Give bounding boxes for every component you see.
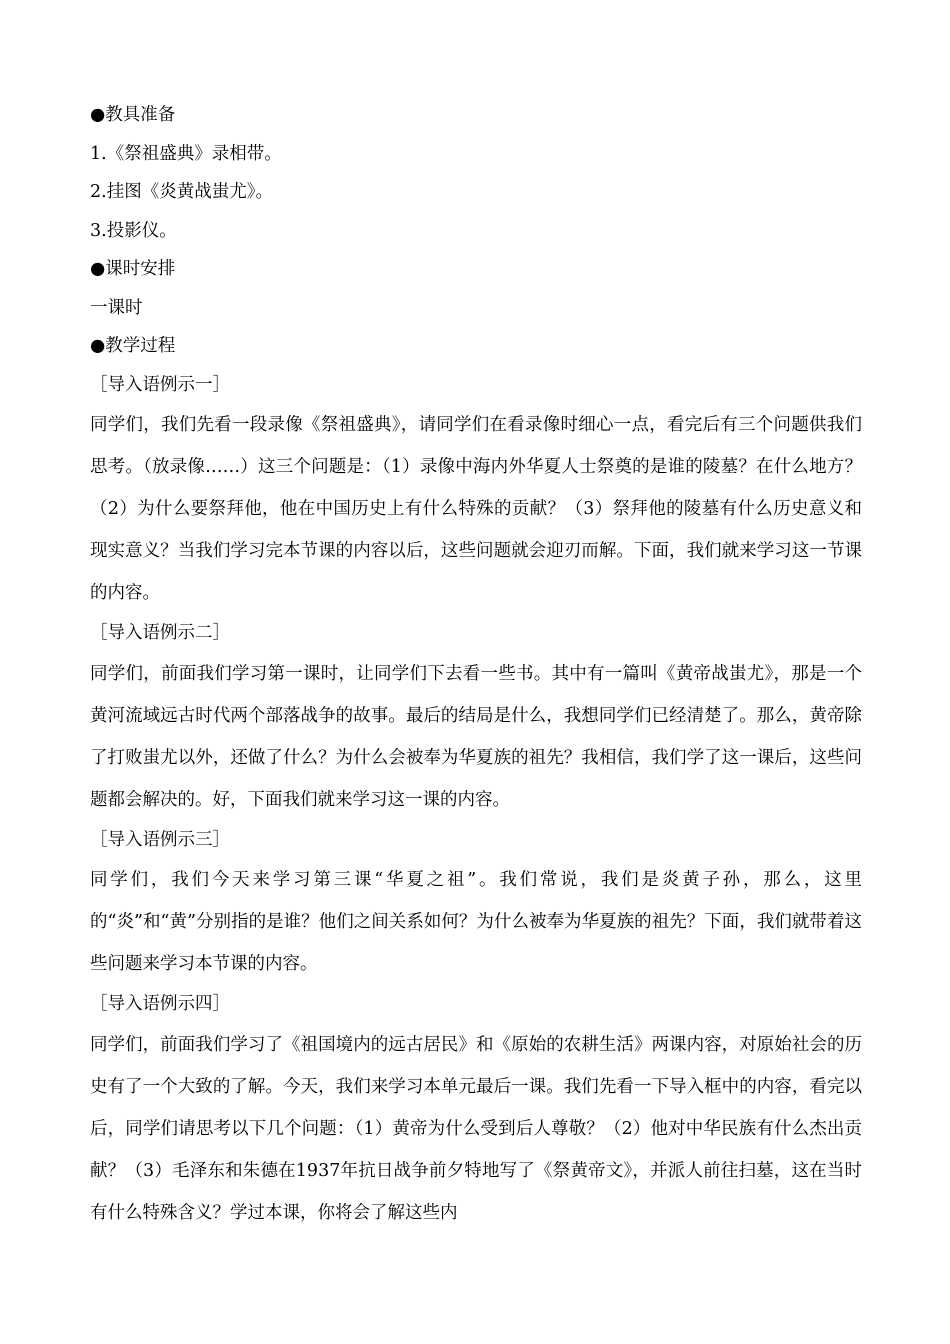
section-heading-schedule: ●课时安排	[90, 259, 176, 279]
example-label-1: ［导入语例示一］	[90, 374, 230, 395]
section-heading-process: ●教学过程	[90, 336, 176, 356]
schedule-text: 一课时	[90, 297, 143, 318]
teaching-aid-item-3: 3.投影仪。	[90, 220, 177, 241]
example-paragraph-3: 同学们，我们今天来学习第三课“华夏之祖”。我们常说，我们是炎黄子孙，那么，这里的“炎”和“黄”分别指的是谁？他们之间关系如何？为什么被奉为华夏族的祖先？下面，我们就带着这些问题来学习本节课的内容。	[90, 870, 862, 974]
teaching-aid-item-1: 1.《祭祖盛典》录相带。	[90, 143, 282, 164]
teaching-aid-item-2: 2.挂图《炎黄战蚩尤》。	[90, 182, 273, 202]
example-label-4: ［导入语例示四］	[90, 994, 230, 1014]
example-paragraph-2: 同学们，前面我们学习第一课时，让同学们下去看一些书。其中有一篇叫《黄帝战蚩尤》，那是一个黄河流域远古时代两个部落战争的故事。最后的结局是什么，我想同学们已经清楚了。那么，黄帝除了打败蚩尤以外，还做了什么？为什么会被奉为华夏族的祖先？我相信，我们学了这一课后，这些问题都会解决的。好，下面我们就来学习这一课的内容。	[90, 663, 862, 810]
document-page	[90, 96, 862, 1234]
section-heading-teaching-aids: ●教具准备	[90, 105, 176, 125]
example-label-2: ［导入语例示二］	[90, 623, 230, 643]
example-paragraph-1: 同学们，我们先看一段录像《祭祖盛典》，请同学们在看录像时细心一点，看完后有三个问题供我们思考。（放录像……）这三个问题是：（1）录像中海内外华夏人士祭奠的是谁的陵墓？在什么地方？（2）为什么要祭拜他，他在中国历史上有什么特殊的贡献？（3）祭拜他的陵墓有什么历史意义和现实意义？当我们学习完本节课的内容以后，这些问题就会迎刃而解。下面，我们就来学习这一节课的内容。	[90, 415, 862, 603]
example-label-3: ［导入语例示三］	[90, 829, 230, 850]
example-paragraph-4: 同学们，前面我们学习了《祖国境内的远古居民》和《原始的农耕生活》两课内容，对原始社会的历史有了一个大致的了解。今天，我们来学习本单元最后一课。我们先看一下导入框中的内容，看完以后，同学们请思考以下几个问题：（1）黄帝为什么受到后人尊敬？（2）他对中华民族有什么杰出贡献？（3）毛泽东和朱德在1937年抗日战争前夕特地写了《祭黄帝文》，并派人前往扫墓，这在当时有什么特殊含义？学过本课，你将会了解这些内	[90, 1034, 862, 1223]
